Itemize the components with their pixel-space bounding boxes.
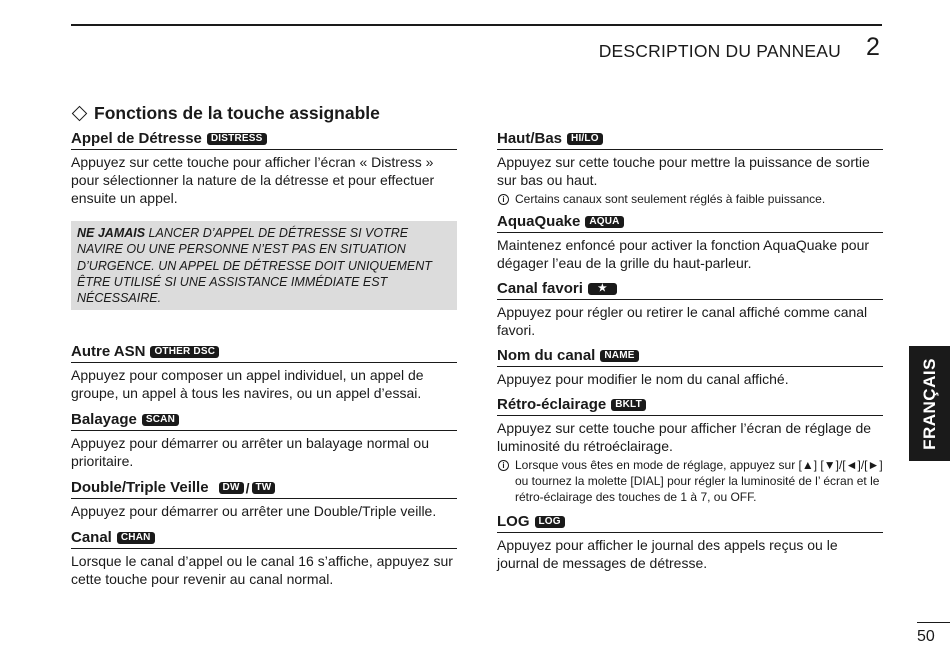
warning-lead: NE JAMAIS bbox=[77, 226, 146, 240]
chapter-number: 2 bbox=[866, 33, 880, 61]
warning-box bbox=[71, 221, 457, 310]
entry-text: Appuyez pour modifier le nom du canal affiché. bbox=[497, 371, 789, 387]
entry-text: Appuyez sur cette touche pour afficher l’écran « Distress » pour sélectionner la nature de la détresse et pour effectuer ensuite un appel. bbox=[71, 154, 435, 206]
info-circle-icon: i bbox=[498, 460, 509, 471]
entry-text: Appuyez pour démarrer ou arrêter une Double/Triple veille. bbox=[71, 503, 437, 520]
key-badge-log: LOG bbox=[535, 516, 565, 528]
key-badge-star: ★ bbox=[588, 283, 617, 295]
left-column bbox=[71, 103, 457, 588]
key-badge-other-dsc: OTHER DSC bbox=[150, 346, 219, 358]
entry-heading bbox=[71, 343, 457, 363]
key-badge-name: NAME bbox=[600, 350, 638, 362]
top-rule bbox=[71, 24, 882, 26]
entry-heading bbox=[497, 213, 883, 233]
entry-label: Balayage bbox=[71, 411, 137, 429]
diamond-icon bbox=[72, 106, 88, 122]
key-badge-scan: SCAN bbox=[142, 414, 179, 426]
entry-other-dsc bbox=[71, 343, 457, 402]
entry-backlight bbox=[497, 396, 883, 505]
entry-log bbox=[497, 513, 883, 572]
language-tab bbox=[909, 346, 950, 461]
key-separator: / bbox=[245, 479, 250, 496]
entry-label: Nom du canal bbox=[497, 347, 596, 364]
entry-favorite bbox=[497, 280, 883, 339]
entry-heading bbox=[71, 529, 457, 549]
entry-heading bbox=[71, 411, 457, 431]
page-number: 50 bbox=[917, 628, 935, 645]
entry-text: Appuyez pour afficher le journal des appels reçus ou le journal de messages de détresse. bbox=[497, 537, 838, 571]
info-circle-icon: i bbox=[498, 194, 509, 205]
entry-label: Haut/Bas bbox=[497, 130, 563, 147]
entry-label: Appel de Détresse bbox=[71, 130, 202, 147]
entry-heading bbox=[497, 396, 883, 416]
entry-heading bbox=[71, 479, 457, 499]
key-badge-chan: CHAN bbox=[117, 532, 155, 544]
entry-heading bbox=[71, 130, 457, 150]
entry-note bbox=[497, 191, 883, 207]
entry-aqua bbox=[497, 213, 883, 272]
entry-name bbox=[497, 347, 883, 388]
entry-heading bbox=[497, 347, 883, 367]
entry-text: Maintenez enfoncé pour activer la fonction AquaQuake pour dégager l’eau de la grille du haut-parleur. bbox=[497, 237, 870, 271]
entry-text: Appuyez pour démarrer ou arrêter un balayage normal ou prioritaire. bbox=[71, 435, 429, 470]
right-column bbox=[497, 130, 883, 572]
entry-label: LOG bbox=[497, 513, 530, 530]
language-tab-label: FRANÇAIS bbox=[919, 357, 939, 450]
key-badge-aqua: AQUA bbox=[585, 216, 623, 228]
entry-label: Canal favori bbox=[497, 280, 583, 297]
note-text: Certains canaux sont seulement réglés à faible puissance. bbox=[515, 192, 826, 206]
entry-text: Appuyez pour régler ou retirer le canal affiché comme canal favori. bbox=[497, 304, 868, 338]
entry-label: Rétro-éclairage bbox=[497, 396, 607, 413]
entry-text: Appuyez sur cette touche pour mettre la puissance de sortie sur bas ou haut. bbox=[497, 154, 870, 188]
entry-hilo bbox=[497, 130, 883, 207]
entry-chan bbox=[71, 529, 457, 588]
entry-label: AquaQuake bbox=[497, 213, 581, 230]
warning-text: LANCER D’APPEL DE DÉTRESSE SI VOTRE NAVIRE OU UNE PERSONNE N’EST PAS EN SITUATION D’URGENCE. UN APPEL DE DÉTRESSE DOIT UNIQUEMENT ÊTRE UTILISÉ SI UNE ASSISTANCE IMMÉDIATE EST NÉCESSAIRE. bbox=[77, 226, 432, 306]
entry-text: Lorsque le canal d’appel ou le canal 16 s’affiche, appuyez sur cette touche pour revenir au canal normal. bbox=[71, 553, 453, 588]
section-title bbox=[71, 103, 457, 124]
key-badge-distress: DISTRESS bbox=[207, 133, 267, 145]
entry-text: Appuyez pour composer un appel individuel, un appel de groupe, un appel à tous les navires, ou un appel d’essai. bbox=[71, 367, 424, 402]
entry-label: Autre ASN bbox=[71, 343, 146, 361]
section-title-text: Fonctions de la touche assignable bbox=[94, 103, 380, 123]
entry-dw-tw bbox=[71, 479, 457, 520]
key-badge-hilo: HI/LO bbox=[567, 133, 603, 145]
chapter-title: DESCRIPTION DU PANNEAU bbox=[598, 41, 841, 61]
entry-distress bbox=[71, 130, 457, 207]
entry-heading bbox=[497, 513, 883, 533]
key-badge-dw: DW bbox=[219, 482, 244, 494]
entry-note bbox=[497, 457, 883, 505]
note-text: Lorsque vous êtes en mode de réglage, appuyez sur [▲] [▼]/[◄]/[►] ou tournez la molette [DIAL] pour régler la luminosité de l’ écran et le rétro-éclairage des touches de 1 à 7, ou OFF. bbox=[515, 458, 883, 504]
key-badge-tw: TW bbox=[252, 482, 276, 494]
entry-label: Canal bbox=[71, 529, 112, 547]
key-badge-bklt: BKLT bbox=[611, 399, 646, 411]
entry-text: Appuyez sur cette touche pour afficher l’écran de réglage de luminosité du rétroéclairage. bbox=[497, 420, 872, 454]
entry-scan bbox=[71, 411, 457, 470]
bottom-rule bbox=[917, 622, 950, 623]
entry-heading bbox=[497, 130, 883, 150]
entry-label: Double/Triple Veille bbox=[71, 479, 209, 497]
entry-heading bbox=[497, 280, 883, 300]
